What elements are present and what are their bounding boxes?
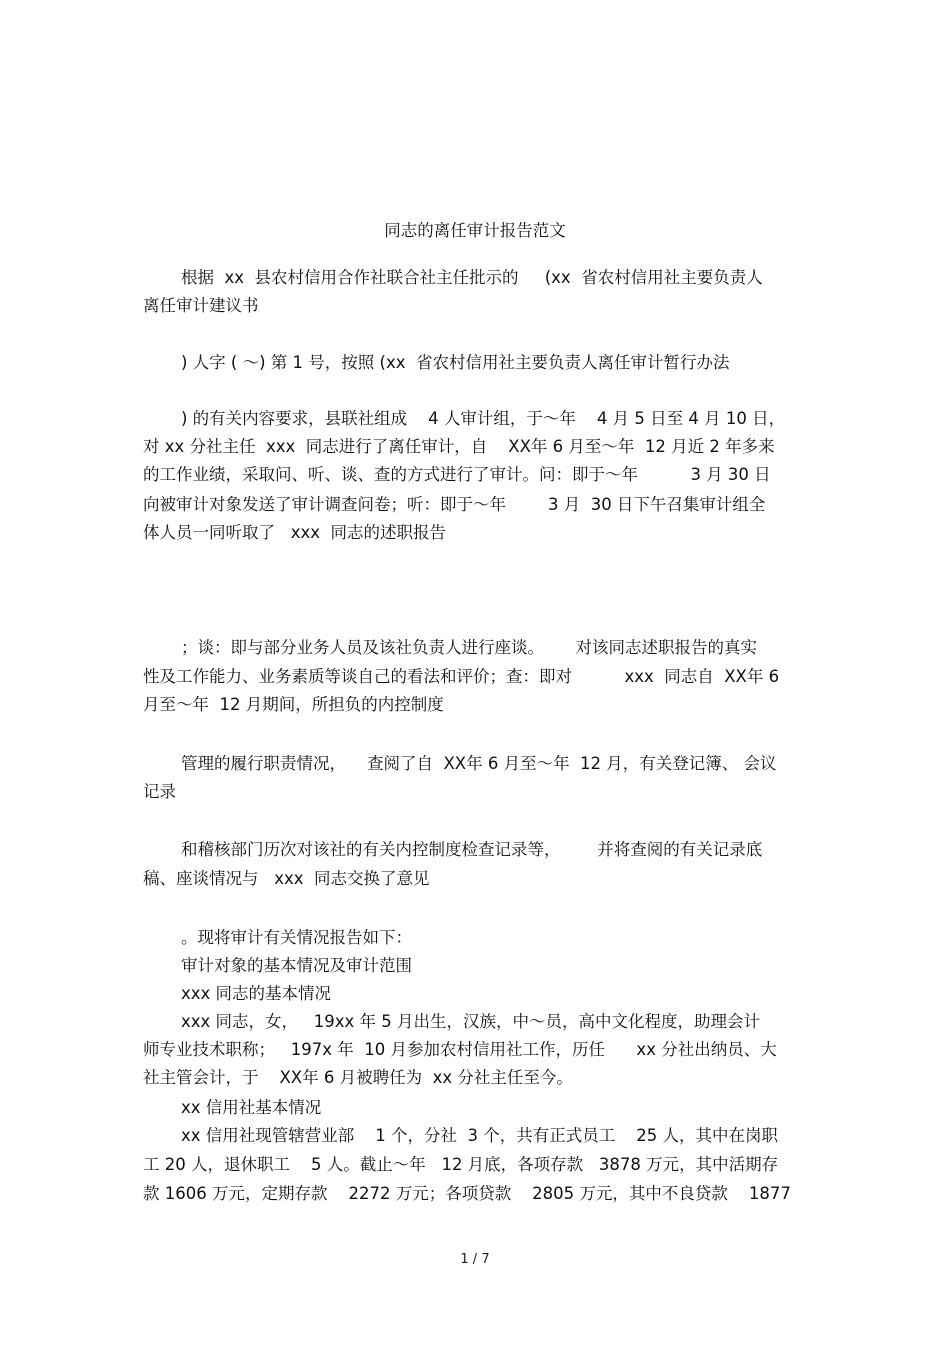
page-number: 1 / 7 — [460, 1252, 490, 1267]
paragraph-line: 师专业技术职称； 197x 年 10 月参加农村信用社工作，历任 xx 分社出纳员、大 — [143, 1040, 777, 1059]
paragraph-line: 。现将审计有关情况报告如下： — [181, 928, 412, 947]
section-heading: 审计对象的基本情况及审计范围 — [181, 956, 412, 975]
paragraph-line: ；谈：即与部分业务人员及该社负责人进行座谈。 对该同志述职报告的真实 — [181, 638, 757, 657]
paragraph-line: xxx 同志，女， 19xx 年 5 月出生，汉族，中～员，高中文化程度，助理会计 — [181, 1012, 761, 1031]
paragraph-line: 向被审计对象发送了审计调查问卷；听：即于～年 3 月 30 日下午召集审计组全 — [143, 495, 766, 514]
paragraph-line: 月至～年 12 月期间，所担负的内控制度 — [143, 695, 444, 714]
paragraph-line: 性及工作能力、业务素质等谈自己的看法和评价；查：即对 xxx 同志自 XX年 6 — [143, 667, 780, 686]
paragraph-line: 工 20 人，退休职工 5 人。截止～年 12 月底，各项存款 3878 万元，其中活期存 — [143, 1155, 779, 1174]
paragraph-line: 对 xx 分社主任 xxx 同志进行了离任审计，自 XX年 6 月至～年 12 月近 2 年多来 — [143, 437, 775, 456]
paragraph-line: ) 人字 ( ～) 第 1 号，按照 (xx 省农村信用社主要负责人离任审计暂行办法 — [181, 353, 730, 372]
paragraph-line: 款 1606 万元，定期存款 2272 万元；各项贷款 2805 万元，其中不良贷款 1877 — [143, 1184, 791, 1203]
paragraph-line: 记录 — [143, 782, 176, 801]
paragraph-line: 离任审计建议书 — [143, 296, 259, 315]
paragraph-line: ) 的有关内容要求，县联社组成 4 人审计组，于～年 4 月 5 日至 4 月 10 日， — [181, 409, 786, 428]
paragraph-line: 社主管会计，于 XX年 6 月被聘任为 xx 分社主任至今。 — [143, 1068, 573, 1087]
paragraph-line: 管理的履行职责情况， 查阅了自 XX年 6 月至～年 12 月，有关登记簿、 会议 — [181, 754, 777, 773]
paragraph-line: 和稽核部门历次对该社的有关内控制度检查记录等， 并将查阅的有关记录底 — [181, 840, 763, 859]
paragraph-line: 体人员一同听取了 xxx 同志的述职报告 — [143, 523, 447, 542]
paragraph-line: 根据 xx 县农村信用合作社联合社主任批示的 (xx 省农村信用社主要负责人 — [181, 268, 763, 287]
subsection-heading: xxx 同志的基本情况 — [181, 984, 332, 1003]
paragraph-line: xx 信用社现管辖营业部 1 个，分社 3 个，共有正式员工 25 人，其中在岗职 — [181, 1126, 778, 1145]
document-title: 同志的离任审计报告范文 — [384, 221, 566, 240]
subsection-heading: xx 信用社基本情况 — [181, 1098, 322, 1117]
paragraph-line: 的工作业绩，采取问、听、谈、查的方式进行了审计。问：即于～年 3 月 30 日 — [143, 465, 771, 484]
paragraph-line: 稿、座谈情况与 xxx 同志交换了意见 — [143, 869, 430, 888]
